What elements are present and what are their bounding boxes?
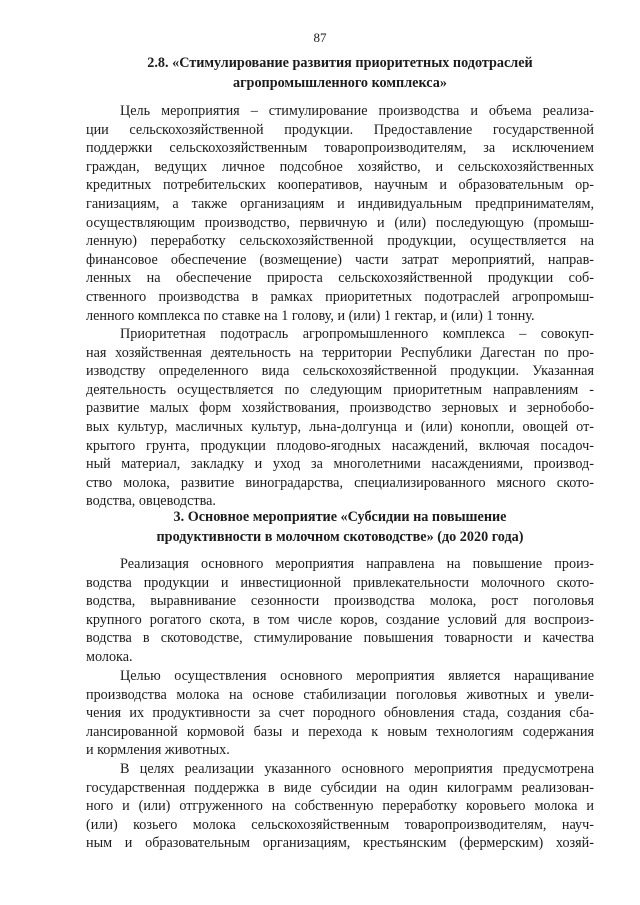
text-line: поддержки сельскохозяйственным товаропроизводителям, за исключением bbox=[86, 140, 594, 157]
text-line: В целях реализации указанного основного мероприятия предусмотрена bbox=[120, 761, 594, 777]
text-line: производства молока на основе стабилизации поголовья животных и увели- bbox=[86, 686, 594, 703]
text-line: ного и (или) отгруженного на собственную переработку коровьего молока и bbox=[86, 798, 594, 815]
text-line: граждан, ведущих личное подсобное хозяйство, и сельскохозяйственных bbox=[86, 158, 594, 175]
paragraph-implementation bbox=[86, 555, 594, 667]
paragraph-state-support bbox=[86, 760, 594, 853]
text-line: ная хозяйственная деятельность на территории Республики Дагестан по про- bbox=[86, 344, 594, 361]
text-line: Целью осуществления основного мероприятия является наращивание bbox=[120, 668, 594, 684]
text-line: ленных на обеспечение прироста сельскохозяйственной продукции соб- bbox=[86, 270, 594, 287]
text-line: водства продукции и инвестиционной привлекательности молочного ското- bbox=[86, 574, 594, 591]
text-line: молока. bbox=[86, 648, 133, 665]
text-line: развитие малых форм хозяйствования, производство зерновых и зернобобо- bbox=[86, 400, 594, 417]
paragraph-priority-subsector bbox=[86, 325, 594, 511]
text-line: вых культур, масличных культур, льна-долгунца и (или) конопли, овощей от- bbox=[86, 418, 594, 435]
text-line: ленную) переработку сельскохозяйственной продукции, осуществляется на bbox=[86, 233, 594, 250]
text-line: ный материал, закладку и уход за многолетними насаждениями, производ- bbox=[86, 456, 594, 473]
heading-line: продуктивности в молочном скотоводстве» (до 2020 года) bbox=[156, 528, 524, 545]
text-line: ным и образовательным организациям, крестьянским (фермерским) хозяй- bbox=[86, 835, 594, 852]
text-line: крытого грунта, продукции плодово-ягодных насаждений, включая посадоч- bbox=[86, 437, 594, 454]
text-line: деятельность осуществляется по следующим приоритетным направлениям - bbox=[86, 381, 594, 398]
text-line: лансированной кормовой базы и перехода к новым технологиям содержания bbox=[86, 723, 594, 740]
section-2-8-heading bbox=[80, 54, 600, 93]
section-3-heading bbox=[80, 508, 600, 547]
text-line: ственного производства в рамках приоритетных подотраслей агропромыш- bbox=[86, 288, 594, 305]
text-line: Цель мероприятия – стимулирование производства и объема реализа- bbox=[120, 103, 594, 119]
text-line: водства, овцеводства. bbox=[86, 493, 216, 510]
page-number: 87 bbox=[313, 30, 327, 45]
text-line: финансовое обеспечение (возмещение) части затрат мероприятий, направ- bbox=[86, 251, 594, 268]
paragraph-objective bbox=[86, 102, 594, 325]
text-line: ство молока, развитие виноградарства, специализированного мясного ското- bbox=[86, 474, 594, 491]
text-line: чения их продуктивности за счет породного обновления стада, создания сба- bbox=[86, 705, 594, 722]
text-line: водства в скотоводстве, стимулирование повышения товарности и качества bbox=[86, 630, 594, 647]
paragraph-goal bbox=[86, 667, 594, 760]
text-line: государственная поддержка в виде субсидии на один килограмм реализован- bbox=[86, 779, 594, 796]
text-line: (или) козьего молока сельскохозяйственным товаропроизводителям, науч- bbox=[86, 816, 594, 833]
text-line: ленного комплекса по ставке на 1 голову, и (или) 1 гектар, и (или) 1 тонну. bbox=[86, 307, 535, 324]
text-line: и кормления животных. bbox=[86, 742, 230, 759]
text-line: кредитных потребительских кооперативов, научным и образовательным ор- bbox=[86, 177, 594, 194]
text-line: ганизациям, а также организациям и индивидуальным предпринимателям, bbox=[86, 195, 594, 212]
heading-line: агропромышленного комплекса» bbox=[233, 74, 447, 91]
text-line: ции сельскохозяйственной продукции. Предоставление государственной bbox=[86, 121, 594, 138]
text-line: крупного рогатого скота, в том числе коров, создание условий для воспроиз- bbox=[86, 611, 594, 628]
text-line: Реализация основного мероприятия направлена на повышение произ- bbox=[120, 556, 594, 572]
text-line: осуществляющим производство, первичную и (или) последующую (промыш- bbox=[86, 214, 594, 231]
heading-line: 3. Основное мероприятие «Субсидии на повышение bbox=[173, 509, 507, 525]
text-line: Приоритетная подотрасль агропромышленного комплекса – совокуп- bbox=[120, 326, 594, 342]
heading-line: 2.8. «Стимулирование развития приоритетных подотраслей bbox=[147, 55, 533, 71]
text-line: водства, выравнивание сезонности производства молока, рост поголовья bbox=[86, 593, 594, 610]
text-line: изводству определенного вида сельскохозяйственной продукции. Указанная bbox=[86, 363, 594, 380]
